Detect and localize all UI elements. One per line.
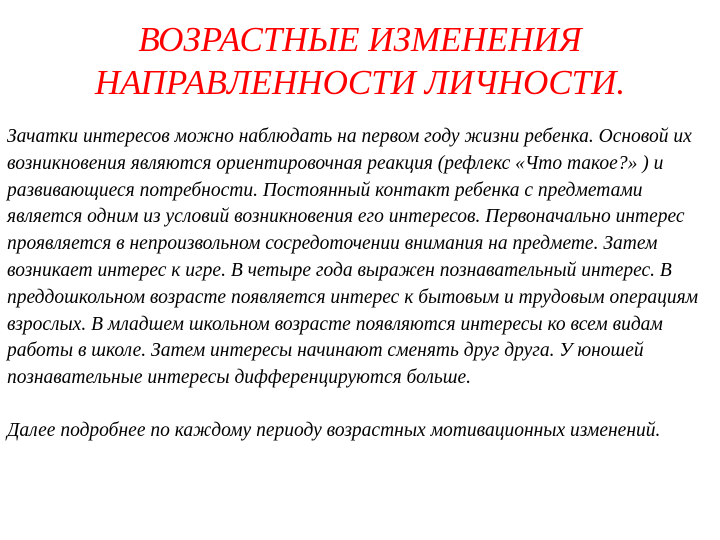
body-paragraph-2: Далее подробнее по каждому периоду возрастных мотивационных изменений. [7,419,661,441]
slide-body [7,124,717,445]
body-paragraph-1: Зачатки интересов можно наблюдать на первом году жизни ребенка. Основой их возникновения являются ориентировочная реакция (рефлекс «Что такое?» ) и развивающиеся потребности. Постоянный контакт ребенка с предметами является одним из условий возникновения его интересов. Первоначально интерес проявляется в непроизвольном сосредоточении внимания на предмете. Затем возникает интерес к игре. В четыре года выражен познавательный интерес. В преддошкольном возрасте появляется интерес к бытовым и трудовым операциям взрослых. В младшем школьном возрасте появляются интересы ко всем видам работы в школе. Затем интересы начинают сменять друг друга. У юношей познавательные интересы дифференцируются больше. [7,126,699,389]
title-line-1: ВОЗРАСТНЫЕ ИЗМЕНЕНИЯ [138,20,582,59]
title-line-2: НАПРАВЛЕННОСТИ ЛИЧНОСТИ. [94,63,626,102]
slide-title [0,18,720,104]
